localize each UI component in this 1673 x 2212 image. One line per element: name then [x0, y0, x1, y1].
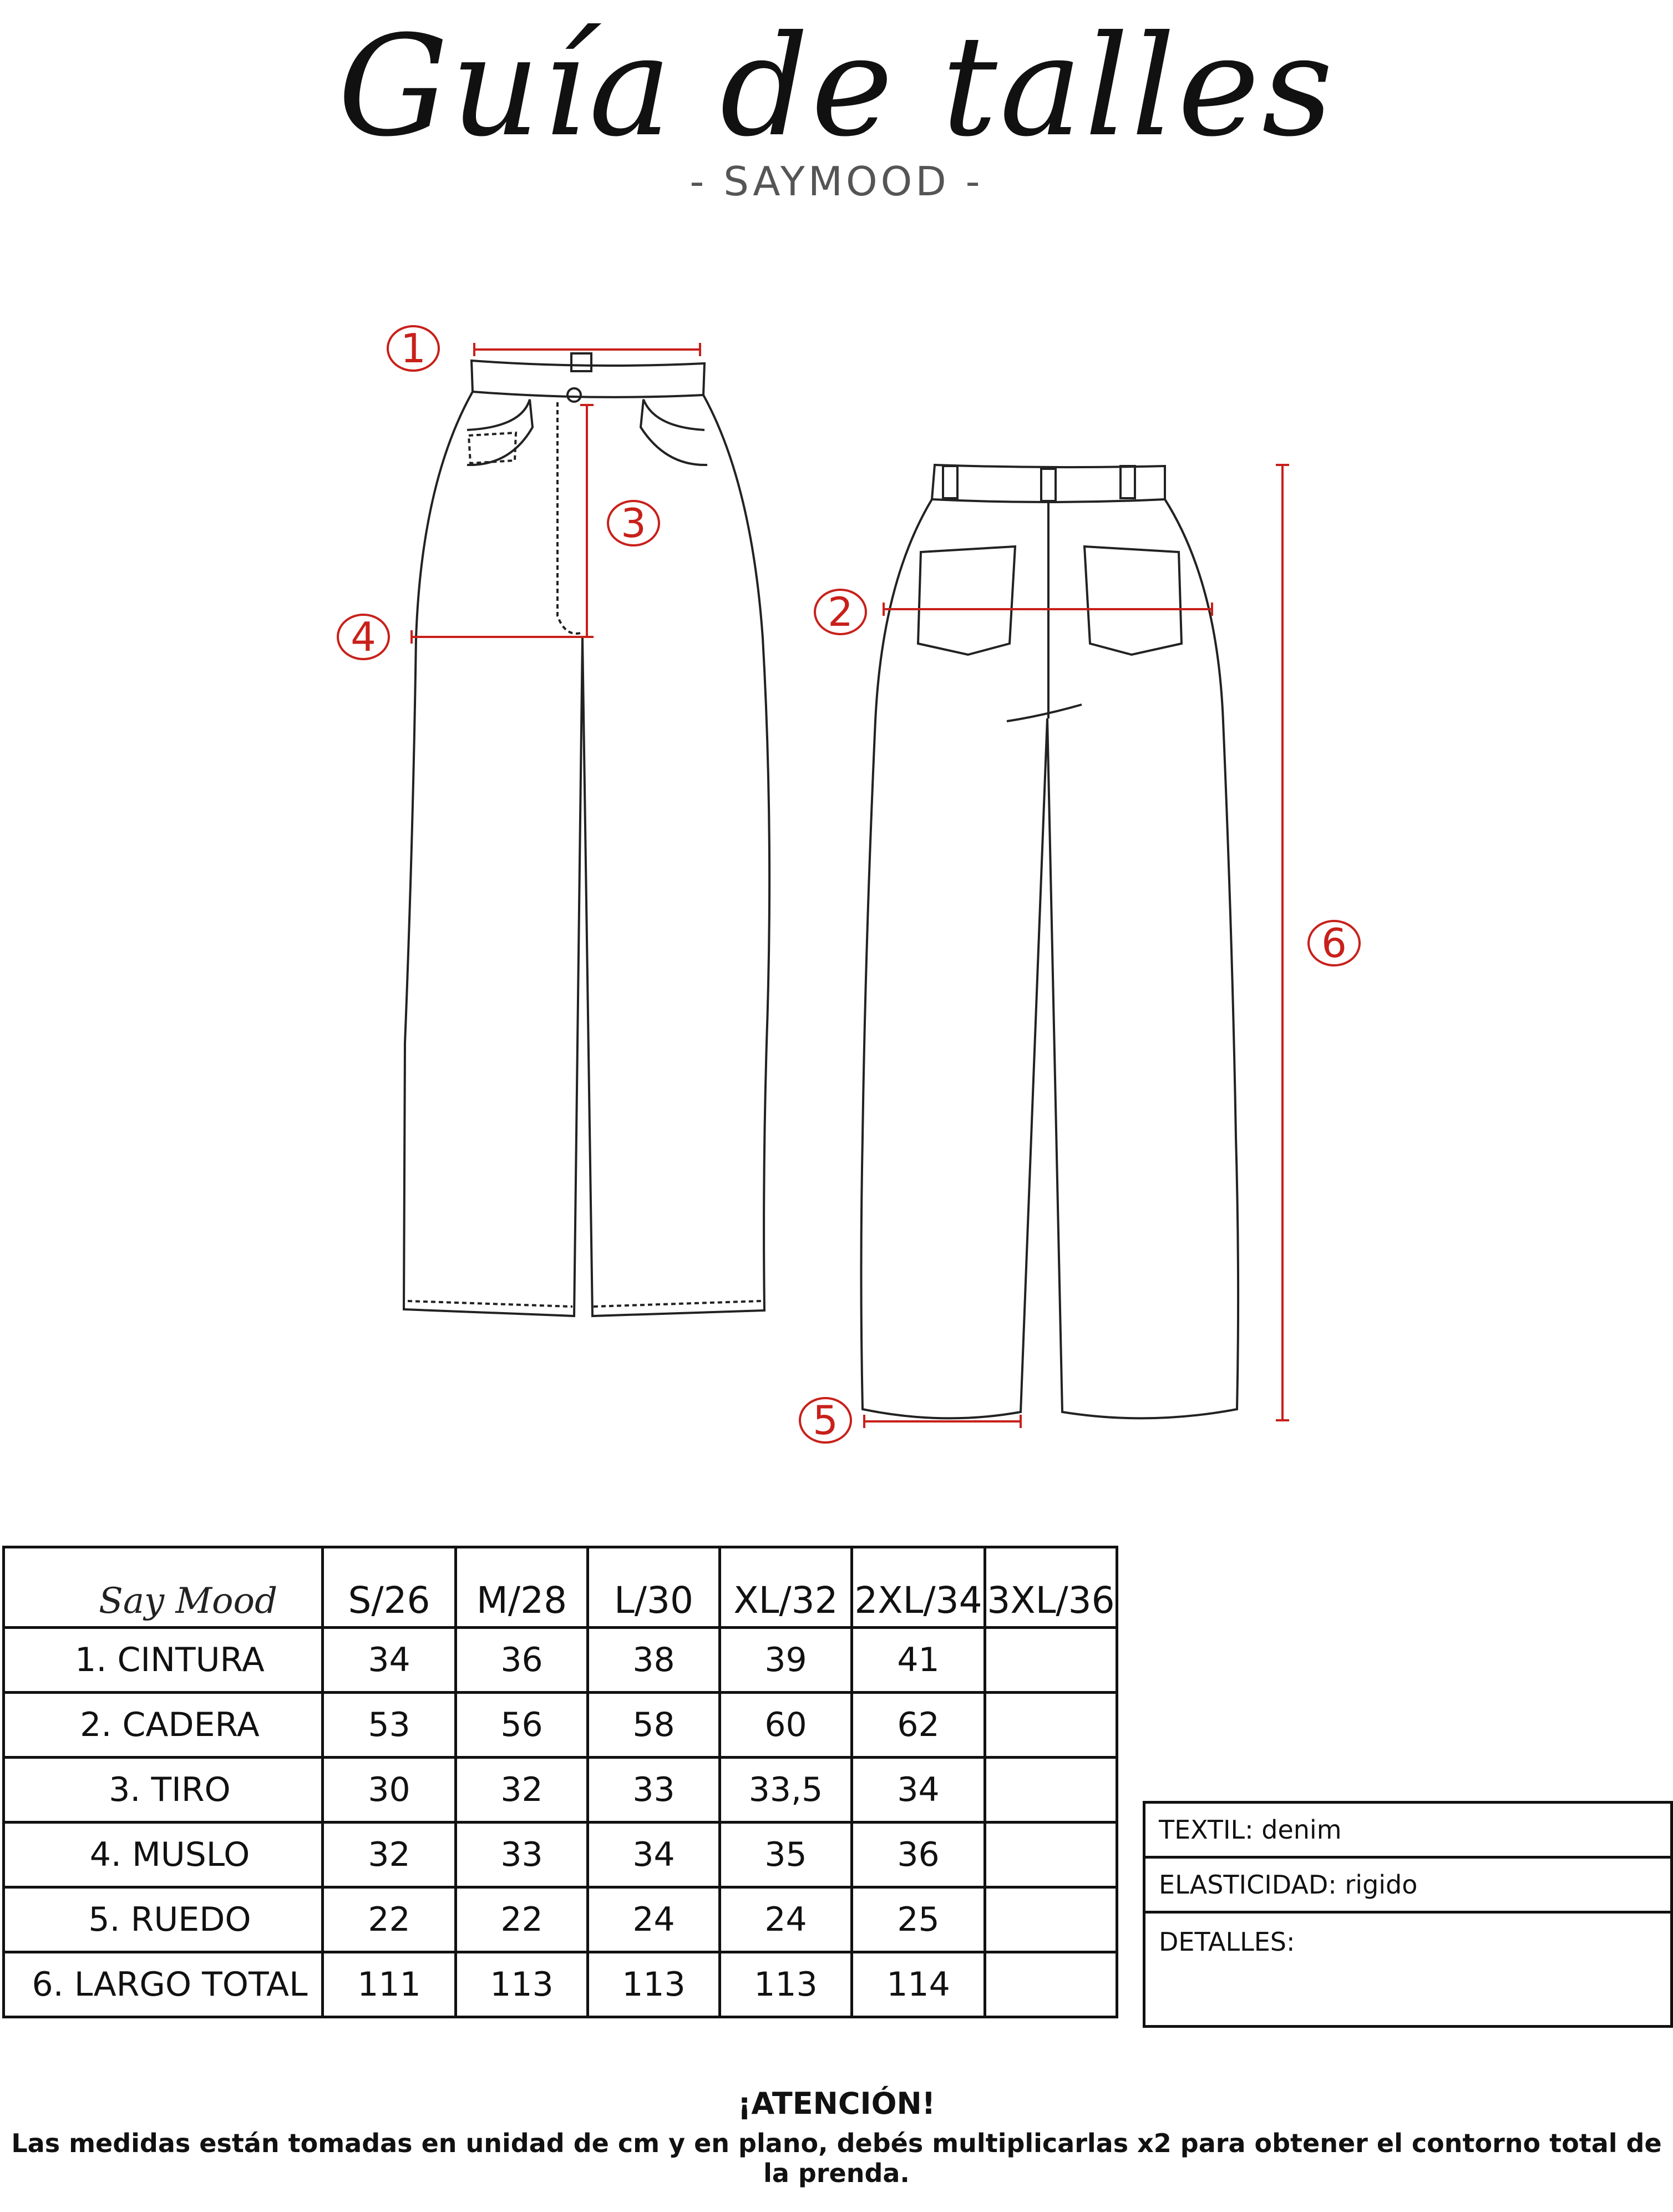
back-right-pocket [1084, 546, 1182, 655]
table-cell: 111 [323, 1952, 456, 2017]
back-yoke-curve [1007, 705, 1082, 721]
table-cell: 36 [852, 1823, 985, 1887]
front-left-pocket [467, 399, 533, 465]
table-cell [985, 1693, 1117, 1758]
row-label: 2. CADERA [4, 1693, 323, 1758]
callout-6 [1309, 920, 1360, 966]
table-cell [985, 1887, 1117, 1952]
front-right-pocket [641, 399, 707, 465]
size-header: XL/32 [720, 1547, 852, 1628]
table-row [4, 1628, 1117, 1693]
back-left-pocket [918, 546, 1015, 655]
table-cell: 36 [456, 1628, 588, 1693]
front-coin-pocket [469, 433, 516, 463]
size-header: L/30 [588, 1547, 720, 1628]
size-header: M/28 [456, 1547, 588, 1628]
svg-text:3: 3 [621, 500, 646, 546]
table-cell: 113 [456, 1952, 588, 2017]
table-cell [985, 1823, 1117, 1887]
front-fly-stitch [557, 402, 582, 634]
back-belt-loop-left [943, 466, 957, 498]
row-label: 3. TIRO [4, 1758, 323, 1823]
table-cell: 22 [323, 1887, 456, 1952]
table-row [4, 1952, 1117, 2017]
table-cell: 24 [720, 1887, 852, 1952]
table-cell: 34 [588, 1823, 720, 1887]
back-belt-loop-right [1121, 466, 1135, 498]
size-header: 2XL/34 [852, 1547, 985, 1628]
callout-4 [338, 614, 389, 660]
table-cell: 33 [456, 1823, 588, 1887]
table-row [4, 1758, 1117, 1823]
front-belt-loop [571, 353, 591, 371]
front-hem-stitch-right [594, 1301, 761, 1307]
back-waistband [932, 465, 1165, 502]
table-cell: 22 [456, 1887, 588, 1952]
callout-5 [800, 1397, 851, 1444]
svg-text:2: 2 [828, 589, 853, 635]
table-cell: 113 [720, 1952, 852, 2017]
table-row [4, 1823, 1117, 1887]
table-cell: 30 [323, 1758, 456, 1823]
table-cell: 58 [588, 1693, 720, 1758]
table-cell: 34 [852, 1758, 985, 1823]
front-hem-stitch-left [408, 1301, 572, 1307]
table-cell: 62 [852, 1693, 985, 1758]
svg-text:6: 6 [1321, 920, 1347, 966]
table-cell: 24 [588, 1887, 720, 1952]
table-cell: 33 [588, 1758, 720, 1823]
brand-subtitle: - SAYMOOD - [690, 158, 983, 205]
table-cell [985, 1628, 1117, 1693]
table-cell: 53 [323, 1693, 456, 1758]
row-label: 5. RUEDO [4, 1887, 323, 1952]
fabric-elasticidad: ELASTICIDAD: rigido [1144, 1857, 1672, 1912]
table-row [4, 1887, 1117, 1952]
table-cell [985, 1952, 1117, 2017]
table-cell: 32 [456, 1758, 588, 1823]
measurement-lines [412, 343, 1289, 1428]
callout-1 [388, 325, 439, 372]
table-cell: 25 [852, 1887, 985, 1952]
table-cell: 34 [323, 1628, 456, 1693]
size-header: S/26 [323, 1547, 456, 1628]
size-header-row [4, 1547, 1117, 1628]
table-cell: 60 [720, 1693, 852, 1758]
size-header: 3XL/36 [985, 1547, 1117, 1628]
row-label: 6. LARGO TOTAL [4, 1952, 323, 2017]
pants-back-view [861, 465, 1239, 1418]
fabric-detalles: DETALLES: [1144, 1912, 1672, 2027]
table-row [4, 1693, 1117, 1758]
table-cell: 113 [588, 1952, 720, 2017]
front-button [567, 388, 581, 402]
attention-heading: ¡ATENCIÓN! [737, 2086, 936, 2121]
table-cell: 35 [720, 1823, 852, 1887]
front-waistband [472, 361, 704, 397]
table-cell: 33,5 [720, 1758, 852, 1823]
size-table [2, 1546, 1118, 2018]
table-cell: 56 [456, 1693, 588, 1758]
svg-text:4: 4 [351, 614, 376, 660]
svg-text:5: 5 [813, 1397, 838, 1444]
callout-3 [608, 500, 659, 546]
brand-signature-logo: Say Mood [4, 1547, 323, 1628]
page-title: Guía de talles [337, 6, 1336, 167]
measurement-note: Las medidas están tomadas en unidad de cm y en plano, debés multiplicarlas x2 para obtener el contorno total de la prenda. [11, 2128, 1662, 2188]
row-label: 4. MUSLO [4, 1823, 323, 1887]
fabric-info-table [1143, 1801, 1673, 2028]
fabric-textil: TEXTIL: denim [1144, 1803, 1672, 1857]
back-belt-loop-center [1041, 469, 1056, 501]
table-cell: 32 [323, 1823, 456, 1887]
table-cell [985, 1758, 1117, 1823]
table-cell: 114 [852, 1952, 985, 2017]
row-label: 1. CINTURA [4, 1628, 323, 1693]
svg-text:1: 1 [400, 325, 426, 372]
callout-2 [815, 589, 866, 635]
table-cell: 38 [588, 1628, 720, 1693]
table-cell: 39 [720, 1628, 852, 1693]
table-cell: 41 [852, 1628, 985, 1693]
